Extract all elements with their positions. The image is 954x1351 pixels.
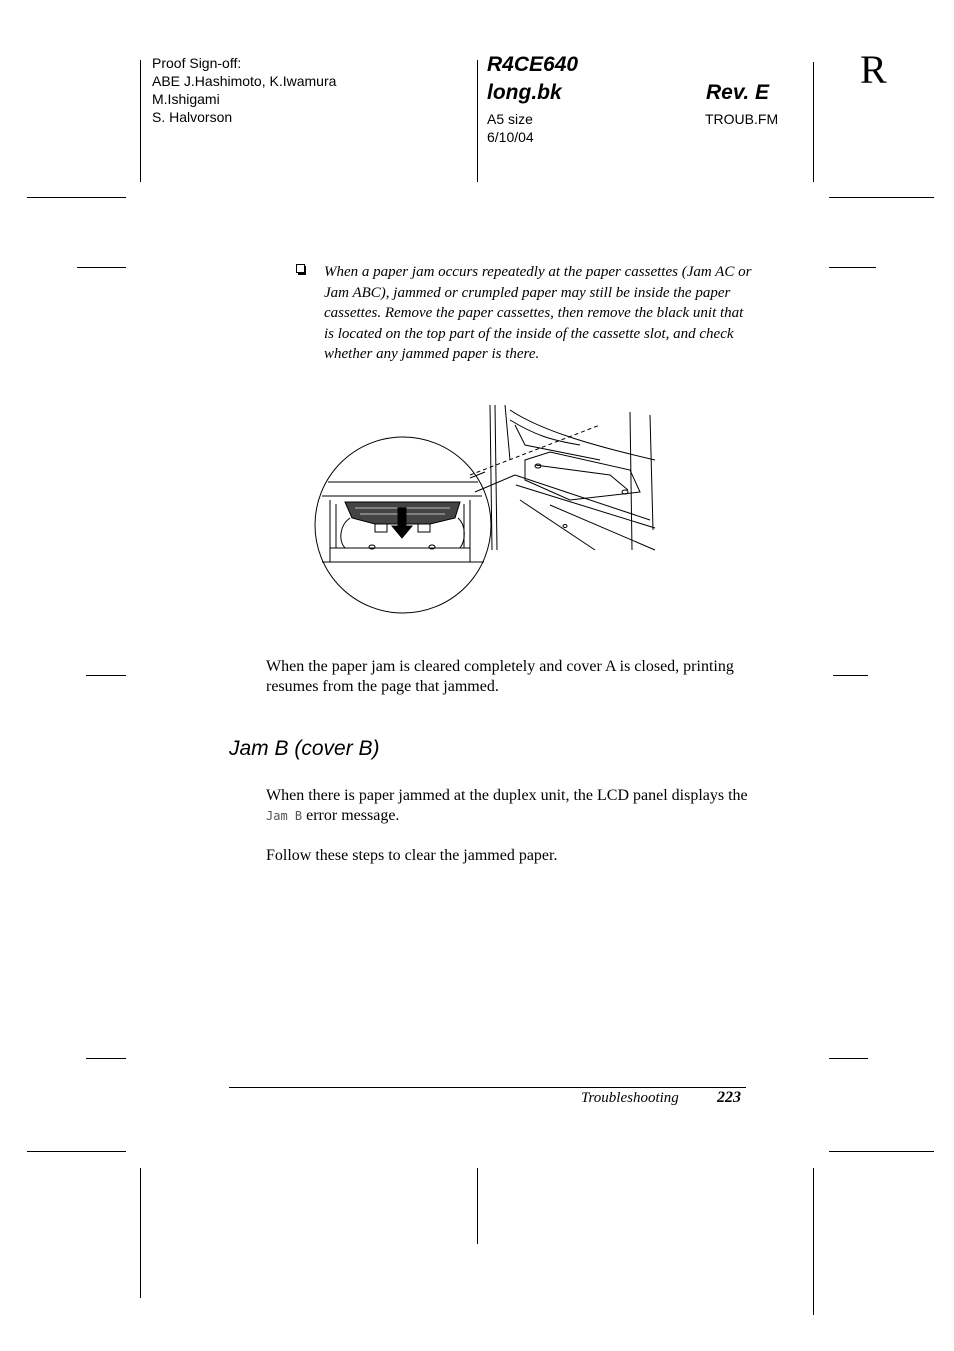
doc-id: R4CE640	[487, 53, 579, 76]
proof-signoff-names-2: M.Ishigami	[152, 91, 220, 107]
crop-mark	[477, 1168, 478, 1244]
section-title: Jam B (cover B)	[229, 737, 380, 760]
cassette-jam-note: When a paper jam occurs repeatedly at the paper cassettes (Jam AC or Jam ABC), jammed or crumpled paper may still be inside the paper cassettes. Remove the paper cassettes, then remove the black unit that is located on the top part of the inside of the cassette slot, and check whether any jammed paper is there.	[324, 264, 752, 362]
crop-mark	[140, 1168, 141, 1298]
page-number: 223	[717, 1089, 741, 1106]
crop-mark	[829, 197, 934, 198]
crop-mark	[77, 267, 126, 268]
cassette-slot-illustration	[310, 400, 670, 615]
crop-mark	[829, 267, 876, 268]
crop-mark	[140, 60, 141, 182]
doc-date: 6/10/04	[487, 129, 534, 145]
crop-mark	[829, 1058, 868, 1059]
crop-mark	[86, 1058, 126, 1059]
crop-mark	[829, 1151, 934, 1152]
corner-letter: R	[860, 47, 887, 92]
proof-signoff-names-3: S. Halvorson	[152, 109, 233, 125]
crop-mark	[477, 60, 478, 182]
crop-mark	[86, 675, 126, 676]
steps-paragraph: Follow these steps to clear the jammed paper.	[266, 847, 558, 864]
error-code: Jam B	[266, 809, 303, 823]
file-name: TROUB.FM	[705, 111, 779, 127]
duplex-text-start: When there is paper jammed at the duplex unit, the LCD panel displays the	[266, 787, 748, 804]
footer-rule	[229, 1087, 746, 1088]
revision: Rev. E	[706, 81, 770, 104]
crop-mark	[27, 197, 126, 198]
proof-signoff-names-1: ABE J.Hashimoto, K.Iwamura	[152, 73, 337, 89]
paper-size: A5 size	[487, 111, 533, 127]
crop-mark	[27, 1151, 126, 1152]
book-name: long.bk	[487, 81, 562, 104]
proof-signoff-label: Proof Sign-off:	[152, 55, 242, 71]
duplex-text-end: error message.	[302, 807, 400, 824]
crop-mark	[833, 675, 868, 676]
crop-mark	[813, 62, 814, 182]
checkbox-bullet-icon	[296, 264, 307, 275]
footer-section: Troubleshooting	[581, 1090, 679, 1106]
duplex-paragraph	[266, 786, 756, 826]
crop-mark	[813, 1168, 814, 1315]
cleared-paragraph: When the paper jam is cleared completely and cover A is closed, printing resumes from the page that jammed.	[266, 658, 734, 695]
